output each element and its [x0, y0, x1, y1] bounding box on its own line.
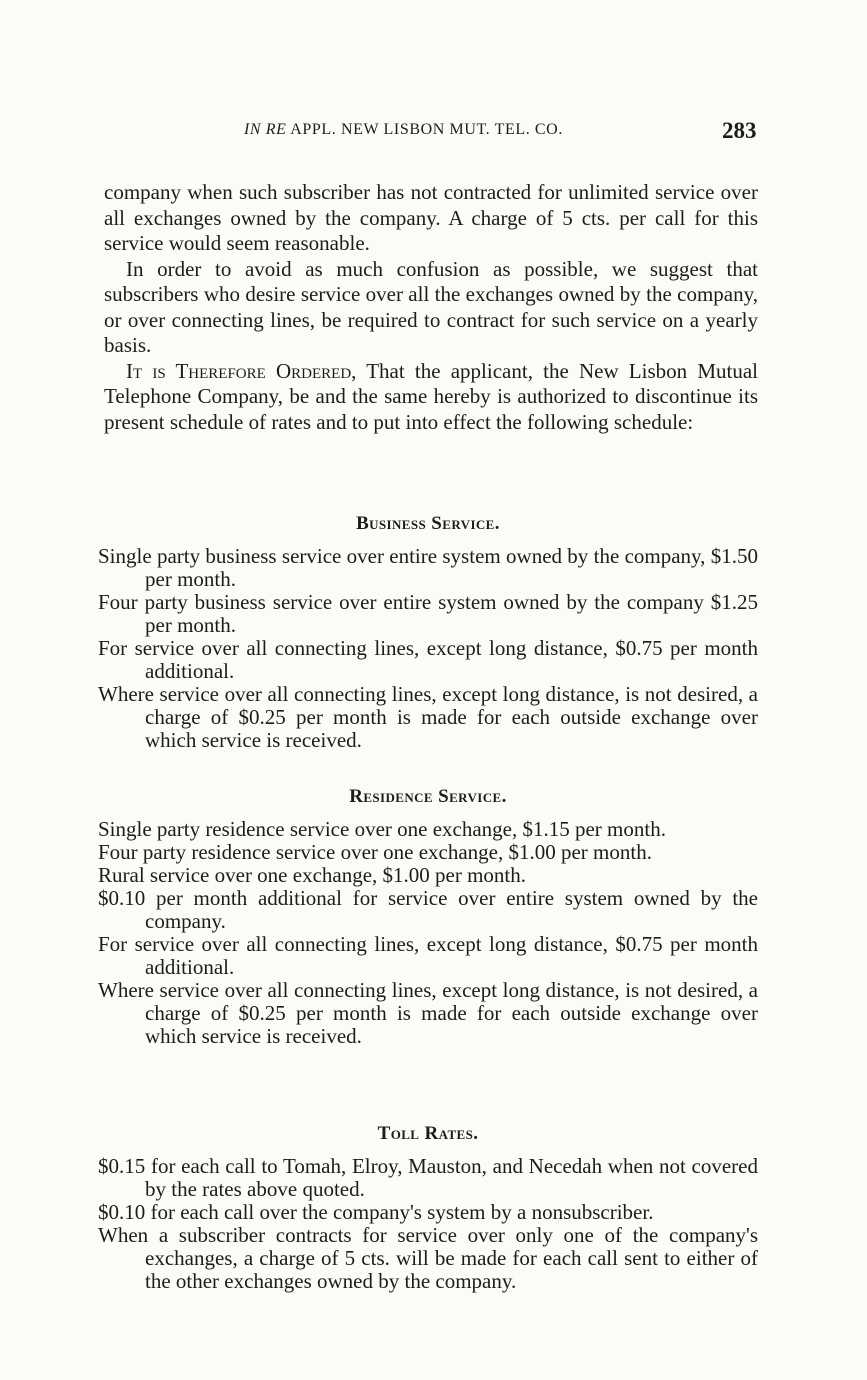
- section-heading: Business Service.: [356, 513, 500, 534]
- rate-item: Four party residence service over one exchange, $1.00 per month.: [98, 840, 652, 864]
- rate-item: $0.10 per month additional for service over entire system owned by the company.: [98, 886, 758, 933]
- intro-paragraph: In order to avoid as much confusion as possible, we suggest that subscribers who desire service over all the exchanges owned by the company, or over connecting lines, be required to contract for such service on a yearly basis.: [104, 256, 758, 357]
- rate-item: Where service over all connecting lines, except long distance, is not desired, a charge of $0.25 per month is made for each outside exchange over which service is received.: [98, 978, 758, 1048]
- rate-item: For service over all connecting lines, except long distance, $0.75 per month additional.: [98, 932, 758, 979]
- running-head: [0, 118, 867, 148]
- section-heading: Residence Service.: [349, 786, 507, 807]
- rate-item: Where service over all connecting lines, except long distance, is not desired, a charge of $0.25 per month is made for each outside exchange over which service is received.: [98, 682, 758, 752]
- rate-item: Rural service over one exchange, $1.00 per month.: [98, 863, 527, 887]
- intro-paragraph: company when such subscriber has not contracted for unlimited service over all exchanges owned by the company. A charge of 5 cts. per call for this service would seem reasonable.: [104, 180, 758, 255]
- rate-item: Four party business service over entire system owned by the company $1.25 per month.: [98, 590, 758, 637]
- section-heading: Toll Rates.: [377, 1123, 479, 1144]
- business-service-section: [98, 512, 758, 752]
- order-text: That the applicant, the New Lisbon Mutual Telephone Company, be and the same hereby is authorized to discontinue its present schedule of rates and to put into effect the following schedule:: [104, 358, 758, 434]
- rate-item: Single party business service over entire system owned by the company, $1.50 per month.: [98, 544, 758, 591]
- residence-service-section: [98, 785, 758, 1048]
- running-title: [244, 121, 563, 139]
- rate-item: $0.15 for each call to Tomah, Elroy, Mauston, and Necedah when not covered by the rates above quoted.: [98, 1154, 758, 1201]
- page-number: 283: [722, 118, 757, 143]
- running-title-italic: IN RE: [244, 121, 287, 138]
- rate-item: Single party residence service over one exchange, $1.15 per month.: [98, 817, 666, 841]
- rate-item: For service over all connecting lines, except long distance, $0.75 per month additional.: [98, 636, 758, 683]
- rate-item: When a subscriber contracts for service over only one of the company's exchanges, a charge of 5 cts. will be made for each call sent to either of the other exchanges owned by the company.: [98, 1223, 758, 1293]
- body-text: [104, 180, 758, 435]
- rate-item: $0.10 for each call over the company's system by a nonsubscriber.: [98, 1200, 654, 1224]
- order-paragraph: [104, 359, 758, 436]
- order-lead: It is Therefore Ordered,: [126, 358, 357, 383]
- toll-rates-section: [98, 1122, 758, 1293]
- running-title-rest: APPL. NEW LISBON MUT. TEL. CO.: [290, 121, 563, 138]
